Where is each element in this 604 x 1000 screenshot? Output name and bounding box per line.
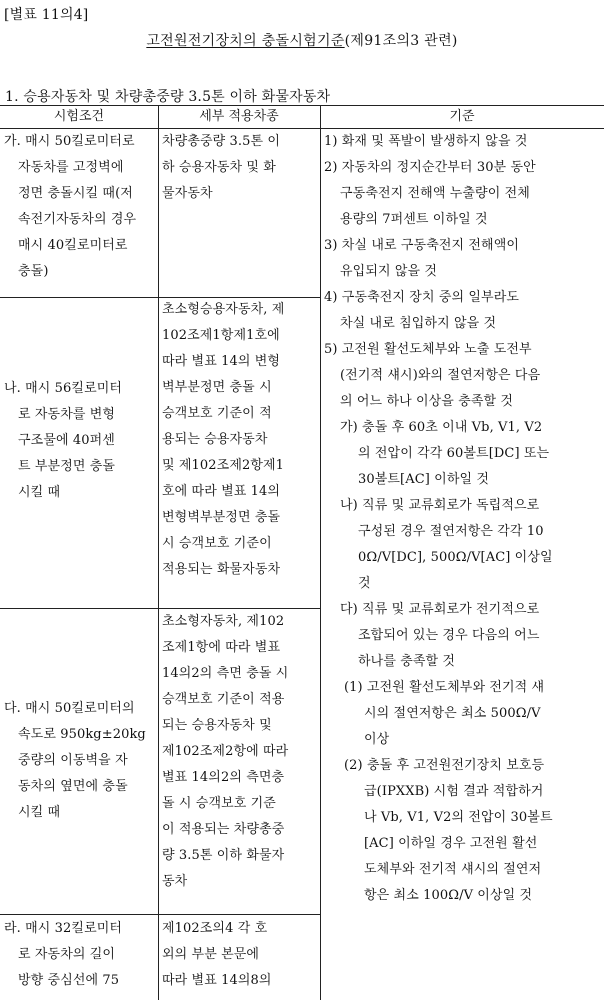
vehicles-line: 승객보호 기준이 적 — [162, 406, 272, 421]
condition-line: 매시 40킬로미터로 — [18, 238, 128, 253]
condition-line: 시킬 때 — [18, 485, 61, 500]
table-row-1-vehicles — [162, 129, 280, 207]
table-row-1-condition — [4, 129, 136, 285]
vehicles-line: 승객보호 기준이 적용 — [162, 692, 285, 707]
criteria-item-2: 2) 자동차의 정지순간부터 30분 동안 — [324, 160, 536, 175]
criteria-item-5-cont: (전기적 섀시)와의 절연저항은 다음 — [340, 368, 541, 383]
condition-line: 시킬 때 — [18, 805, 61, 820]
criteria-sub-da-1-cont: 이상 — [364, 732, 390, 747]
criteria-item-3-cont: 유입되지 않을 것 — [340, 264, 438, 279]
vehicles-line: 외의 부분 본문에 — [162, 947, 260, 962]
table-row-3-vehicles — [162, 609, 288, 895]
criteria-sub-da-cont: 조합되어 있는 경우 다음의 어느 — [358, 628, 540, 643]
condition-line: 속전기자동차의 경우 — [18, 212, 137, 227]
criteria-item-4: 4) 구동축전지 장치 중의 일부라도 — [324, 290, 520, 305]
condition-line: 동차의 옆면에 충돌 — [18, 779, 128, 794]
vehicles-line: 초소형승용자동차, 제 — [162, 302, 285, 317]
criteria-sub-na-cont: 0Ω/V[DC], 500Ω/V[AC] 이상일 — [358, 550, 553, 565]
condition-line: 중량의 이동벽을 자 — [18, 753, 128, 768]
criteria-sub-na-cont: 구성된 경우 절연저항은 각각 10 — [358, 524, 544, 539]
criteria-sub-na-cont: 것 — [358, 576, 371, 591]
criteria-sub-da-2-cont: 항은 최소 100Ω/V 이상일 것 — [364, 888, 533, 903]
vehicles-line: 이 적용되는 차량총중 — [162, 822, 285, 837]
vehicles-line: 차량총중량 3.5톤 이 — [162, 134, 281, 149]
table-top-rule — [0, 105, 604, 106]
condition-line: 자동차를 고정벽에 — [18, 160, 124, 175]
criteria-sub-da: 다) 직류 및 교류회로가 전기적으로 — [340, 602, 540, 617]
criteria-sub-da-2-cont: 나 Vb, V1, V2의 전압이 30볼트 — [364, 810, 553, 825]
vehicles-line: 102조제1항제1호에 — [162, 328, 280, 343]
criteria-sub-na: 나) 직류 및 교류회로가 독립적으로 — [340, 498, 540, 513]
vehicles-line: 용되는 승용자동차 — [162, 432, 268, 447]
vehicles-line: 따라 별표 14의 변형 — [162, 354, 281, 369]
column-header-condition: 시험조건 — [53, 109, 105, 124]
criteria-sub-da-1-cont: 시의 절연저항은 최소 500Ω/V — [364, 706, 541, 721]
condition-line: 나. 매시 56킬로미터 — [4, 381, 123, 396]
vehicles-line: 및 제102조제2항제1 — [162, 458, 285, 473]
table-row-3-condition — [4, 696, 146, 826]
vehicles-line: 따라 별표 14의8의 — [162, 973, 272, 988]
criteria-item-4-cont: 차실 내로 침입하지 않을 것 — [340, 316, 497, 331]
vehicles-line: 제102조제2항에 따라 — [162, 744, 289, 759]
condition-line: 트 부분정면 충돌 — [18, 459, 116, 474]
vehicles-line: 동차 — [162, 874, 188, 889]
criteria-item-5: 5) 고전원 활선도체부와 노출 도전부 — [324, 342, 532, 357]
criteria-sub-ga: 가) 충돌 후 60초 이내 Vb, V1, V2 — [340, 420, 543, 435]
vehicles-line: 량 3.5톤 이하 화물자 — [162, 848, 285, 863]
criteria-item-3: 3) 차실 내로 구동축전지 전해액이 — [324, 238, 520, 253]
criteria-sub-da-2-cont: [AC] 이하일 경우 고전원 활선 — [364, 836, 538, 851]
criteria-item-2-cont: 용량의 7퍼센트 이하일 것 — [340, 212, 488, 227]
criteria-item-2-cont: 구동축전지 전해액 누출량이 전체 — [340, 186, 530, 201]
condition-line: 가. 매시 50킬로미터로 — [4, 134, 135, 149]
table-row-4-vehicles — [162, 916, 272, 994]
vehicles-line: 호에 따라 별표 14의 — [162, 484, 281, 499]
condition-line: 다. 매시 50킬로미터의 — [4, 701, 135, 716]
condition-line: 충돌) — [18, 264, 49, 279]
column-header-criteria: 기준 — [449, 109, 475, 124]
vehicles-line: 14의2의 측면 충돌 시 — [162, 666, 289, 681]
vehicles-line: 별표 14의2의 측면충 — [162, 770, 285, 785]
condition-line: 구조물에 40퍼센 — [18, 433, 115, 448]
vehicles-line: 돌 시 승객보호 기준 — [162, 796, 276, 811]
vehicles-line: 초소형자동차, 제102 — [162, 614, 285, 629]
criteria-sub-da-2: (2) 충돌 후 고전원전기장치 보호등 — [344, 758, 545, 773]
condition-line: 방향 중심선에 75 — [18, 973, 120, 988]
criteria-item-5-cont: 의 어느 하나 이상을 충족할 것 — [340, 394, 514, 409]
vehicles-line: 하 승용자동차 및 화 — [162, 160, 276, 175]
vehicles-line: 변형벽부분정면 충돌 — [162, 510, 281, 525]
condition-line: 속도로 950kg±20kg — [18, 727, 146, 742]
criteria-item-1: 1) 화재 및 폭발이 발생하지 않을 것 — [324, 134, 528, 149]
condition-line: 로 자동차의 길이 — [18, 947, 116, 962]
criteria-sub-ga-cont: 의 전압이 각각 60볼트[DC] 또는 — [358, 446, 550, 461]
title-main: 고전원전기장치의 충돌시험기준 — [146, 33, 345, 49]
vehicles-line: 제102조의4 각 호 — [162, 921, 268, 936]
condition-line: 라. 매시 32킬로미터 — [4, 921, 123, 936]
condition-line: 정면 충돌시킬 때(저 — [18, 186, 133, 201]
table-row-2-condition — [4, 376, 122, 506]
criteria-sub-da-cont: 하나를 충족할 것 — [358, 654, 456, 669]
column-divider-2 — [320, 105, 321, 1000]
criteria-cell — [324, 129, 553, 909]
vehicles-line: 되는 승용자동차 및 — [162, 718, 272, 733]
table-row-2-vehicles — [162, 297, 284, 583]
annex-label: [별표 11의4] — [4, 7, 89, 23]
vehicles-line: 조제1항에 따라 별표 — [162, 640, 281, 655]
row-divider-3 — [0, 914, 320, 915]
section-heading: 1. 승용자동차 및 차량총중량 3.5톤 이하 화물자동차 — [5, 89, 331, 105]
condition-line: 로 자동차를 변형 — [18, 407, 116, 422]
vehicles-line: 시 승객보호 기준이 — [162, 536, 272, 551]
criteria-sub-da-2-cont: 도체부와 전기적 섀시의 절연저 — [364, 862, 542, 877]
criteria-sub-da-1: (1) 고전원 활선도체부와 전기적 섀 — [344, 680, 545, 695]
page-title — [0, 30, 604, 50]
column-header-vehicles: 세부 적용차종 — [199, 109, 279, 124]
column-divider-1 — [158, 105, 159, 1000]
criteria-sub-da-2-cont: 급(IPXXB) 시험 결과 적합하거 — [364, 784, 544, 799]
title-reference: (제91조의3 관련) — [344, 33, 458, 49]
vehicles-line: 물자동차 — [162, 186, 213, 201]
table-row-4-condition — [4, 916, 122, 994]
vehicles-line: 벽부분정면 충돌 시 — [162, 380, 272, 395]
vehicles-line: 적용되는 화물자동차 — [162, 562, 281, 577]
criteria-sub-ga-cont: 30볼트[AC] 이하일 것 — [358, 472, 490, 487]
